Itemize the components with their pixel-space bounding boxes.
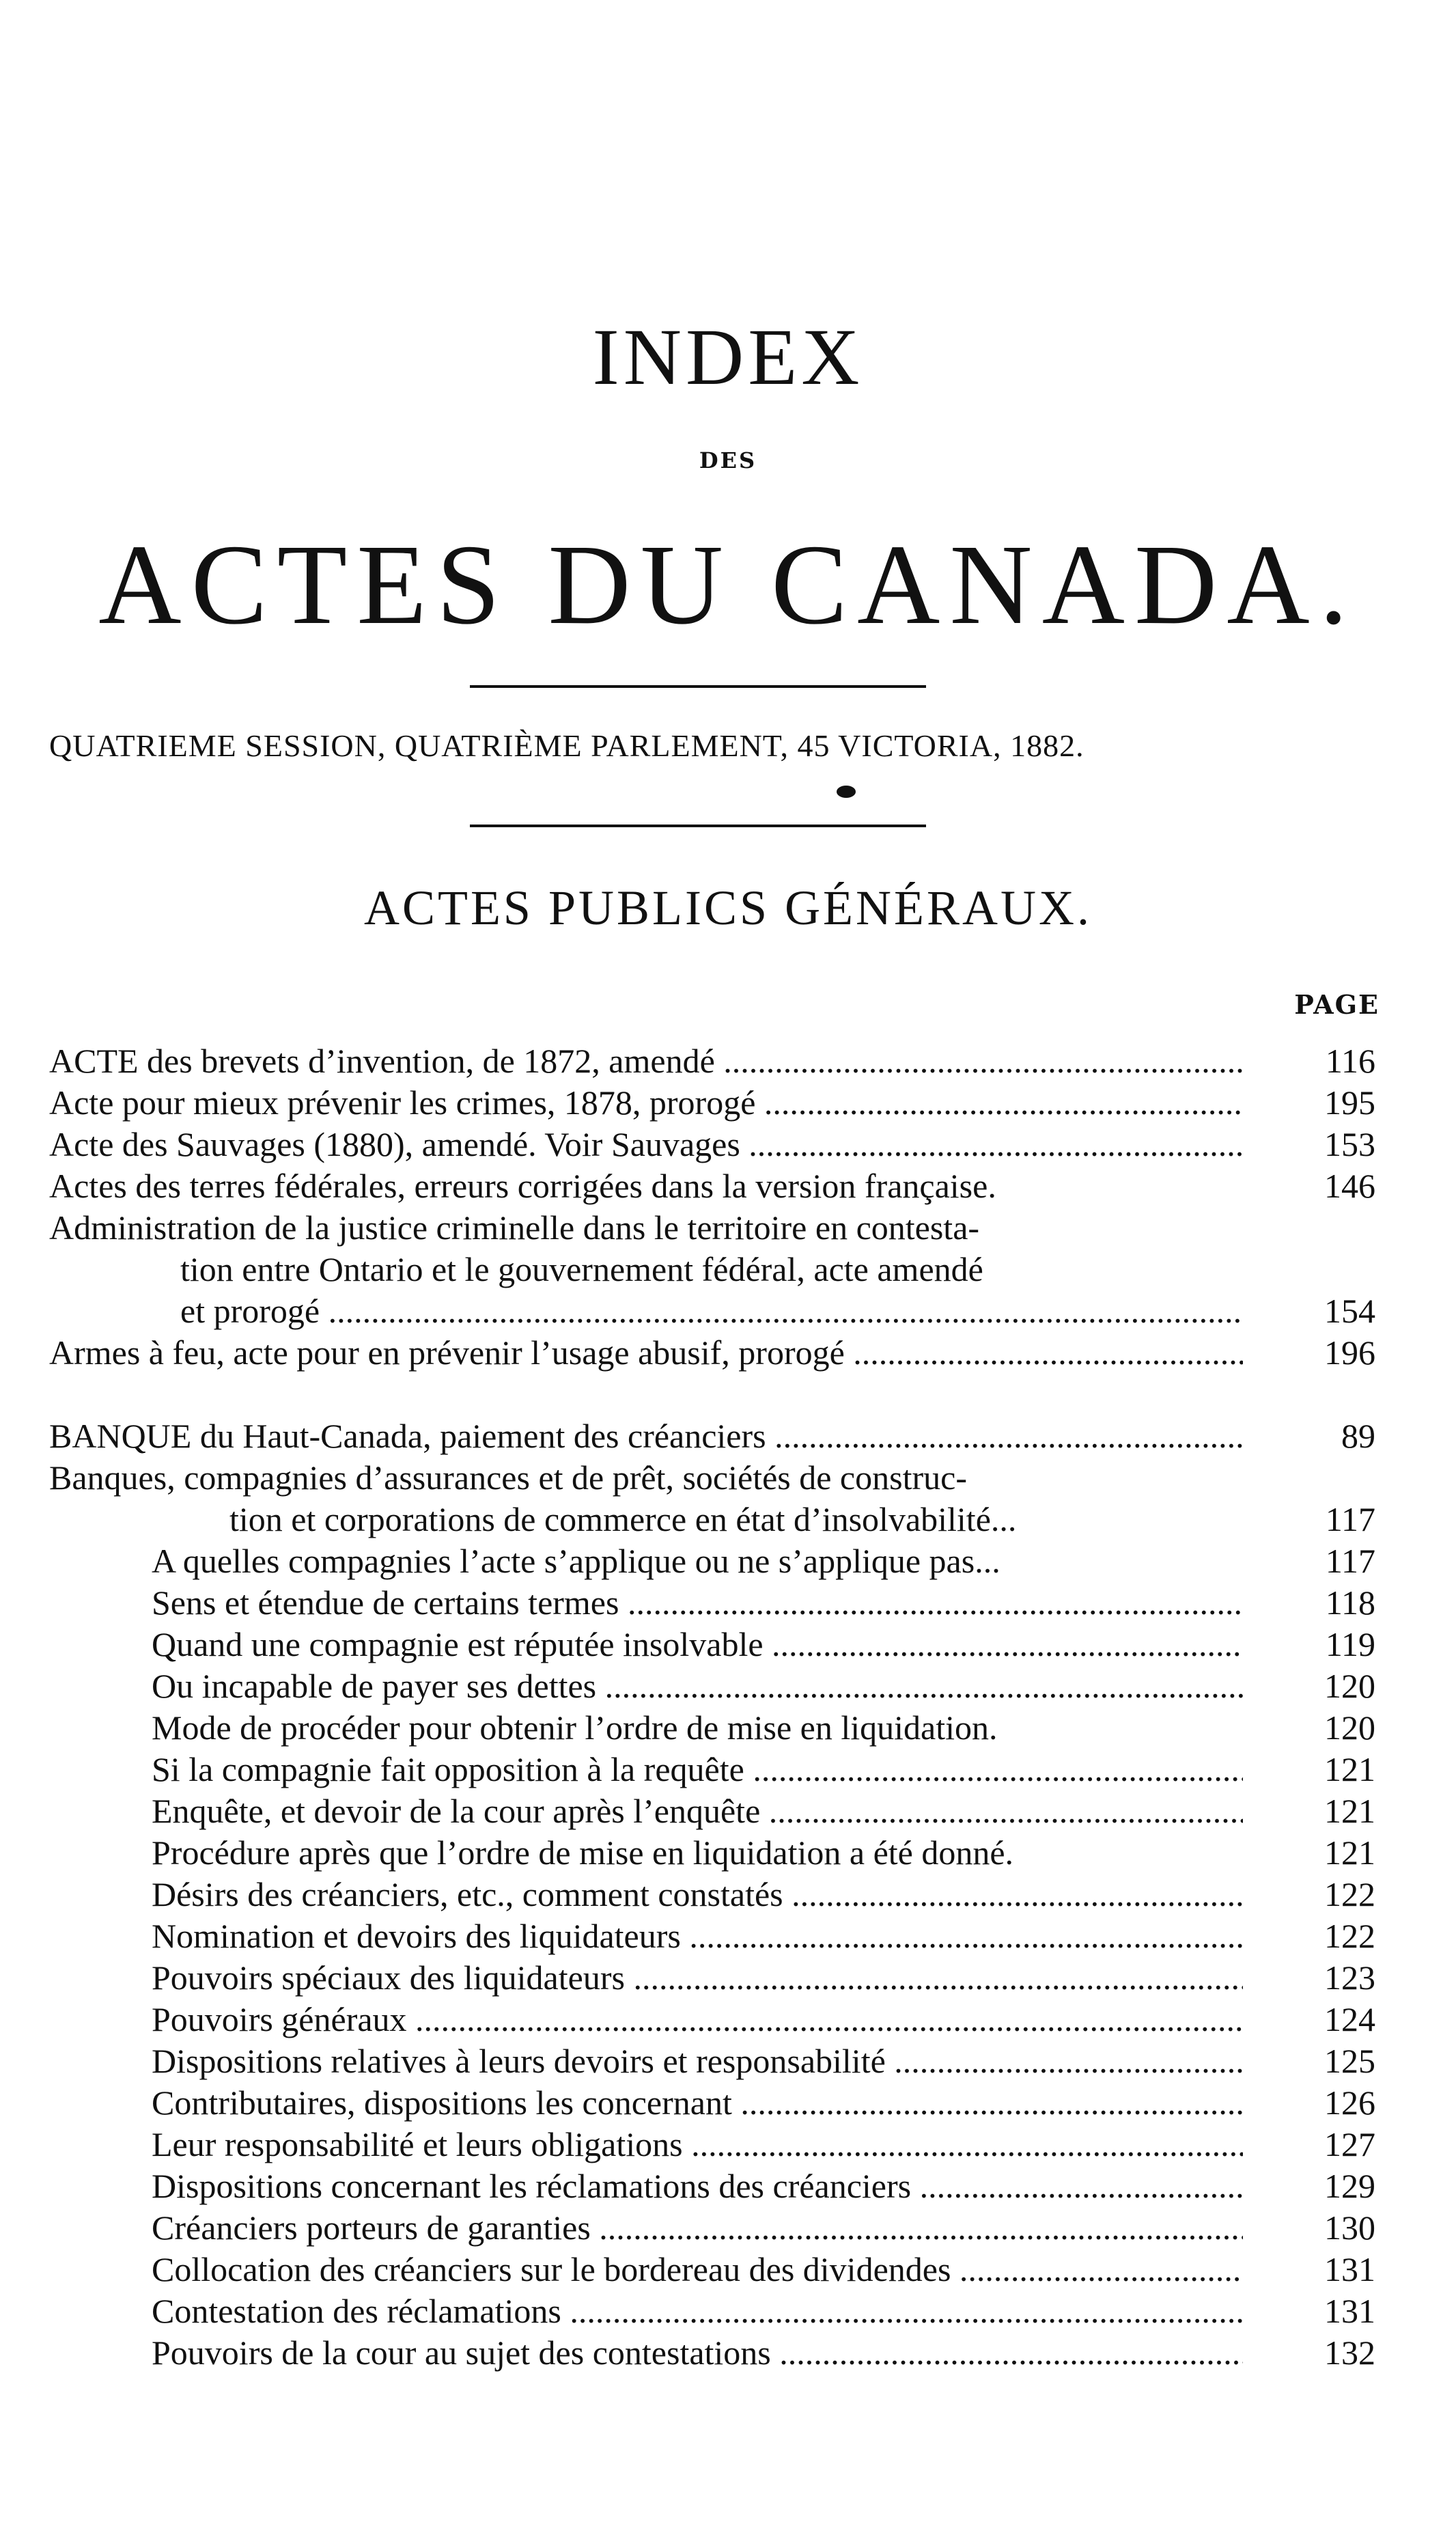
entry-page: 153	[1324, 1125, 1375, 1163]
entry-text: Acte des Sauvages (1880), amendé. Voir Sauvages .....	[49, 1122, 1243, 1166]
index-entry	[0, 1122, 1456, 1166]
entry-text: tion entre Ontario et le gouvernement fédéral, acte amendé	[180, 1250, 983, 1288]
section-heading: ACTES PUBLICS GÉNÉRAUX.	[363, 881, 1093, 935]
entry-page: 195	[1324, 1083, 1375, 1122]
page-column-header: PAGE	[1294, 989, 1380, 1020]
entry-text: tion et corporations de commerce en état d’insolvabilité...	[229, 1500, 1017, 1538]
entry-page: 116	[1325, 1042, 1375, 1080]
entry-page: 127	[1324, 2125, 1375, 2163]
entry-text: Banques, compagnies d’assurances et de prêt, sociétés de construc-	[49, 1458, 967, 1497]
entry-text: Acte pour mieux prévenir les crimes, 1878, prorogé .....	[49, 1081, 1243, 1124]
entry-text: A quelles compagnies l’acte s’applique ou ne s’applique pas...	[152, 1542, 1000, 1580]
entry-text: Procédure après que l’ordre de mise en liquidation a été donné.	[152, 1833, 1014, 1872]
index-entry	[0, 1081, 1456, 1124]
entry-page: 89	[1341, 1417, 1375, 1455]
entry-text: Contributaires, dispositions les concernant .....	[152, 2081, 1243, 2124]
index-entry	[0, 1039, 1456, 1083]
index-entry-continuation	[0, 1247, 1456, 1291]
index-subentry	[0, 1831, 1456, 1874]
index-entry	[0, 1164, 1456, 1208]
entry-text: Dispositions relatives à leurs devoirs et responsabilité .....	[152, 2039, 1243, 2083]
index-subentry	[0, 1539, 1456, 1583]
entry-page: 125	[1324, 2042, 1375, 2080]
index-subentry	[0, 2164, 1456, 2208]
entry-page: 130	[1324, 2208, 1375, 2247]
entry-text: Enquête, et devoir de la cour après l’enquête .....	[152, 1789, 1243, 1833]
index-subentry	[0, 2039, 1456, 2083]
entry-text: Pouvoirs généraux .....	[152, 1997, 1243, 2041]
index-subentry	[0, 1914, 1456, 1958]
entry-text: Administration de la justice criminelle dans le territoire en contesta-	[49, 1208, 980, 1247]
entry-page: 154	[1324, 1292, 1375, 1330]
entry-page: 146	[1324, 1167, 1375, 1205]
entry-page: 129	[1324, 2167, 1375, 2205]
index-subentry	[0, 1789, 1456, 1833]
index-subentry	[0, 1706, 1456, 1749]
entry-text: ACTE des brevets d’invention, de 1872, amendé .....	[49, 1039, 1243, 1083]
entry-page: 118	[1325, 1583, 1375, 1622]
index-entry	[0, 1331, 1456, 1374]
entry-page: 131	[1324, 2292, 1375, 2330]
entry-page: 121	[1324, 1750, 1375, 1788]
entry-text: et prorogé .....	[180, 1289, 1243, 1333]
index-subentry	[0, 2331, 1456, 2374]
entry-page: 124	[1324, 2000, 1375, 2038]
entry-text: Ou incapable de payer ses dettes .....	[152, 1664, 1243, 1708]
entry-page: 121	[1324, 1792, 1375, 1830]
index-subentry	[0, 1747, 1456, 1791]
session-line: QUATRIEME SESSION, QUATRIÈME PARLEMENT, 45 VICTORIA, 1882.	[49, 728, 1084, 763]
index-entry-continuation	[0, 1497, 1456, 1541]
entry-page: 132	[1324, 2333, 1375, 2372]
entry-page: 117	[1325, 1542, 1375, 1580]
entry-page: 117	[1325, 1500, 1375, 1538]
index-subentry	[0, 2206, 1456, 2249]
entry-page: 119	[1325, 1625, 1375, 1663]
index-entry	[0, 1456, 1456, 1499]
entry-text: Quand une compagnie est réputée insolvable .....	[152, 1622, 1243, 1666]
entry-text: Actes des terres fédérales, erreurs corrigées dans la version française.	[49, 1167, 996, 1205]
entry-page: 196	[1324, 1333, 1375, 1372]
entry-text: Contestation des réclamations .....	[152, 2289, 1243, 2333]
entry-text: Collocation des créanciers sur le bordereau des dividendes .....	[152, 2247, 1243, 2291]
index-subentry	[0, 1997, 1456, 2041]
entry-text: Créanciers porteurs de garanties .....	[152, 2206, 1243, 2249]
title-connector: DES	[699, 447, 757, 473]
document-title: ACTES DU CANADA.	[98, 521, 1358, 648]
page-title: INDEX	[592, 312, 864, 402]
index-subentry	[0, 2289, 1456, 2333]
entry-text: Armes à feu, acte pour en prévenir l’usage abusif, prorogé .....	[49, 1331, 1243, 1374]
entry-text: Si la compagnie fait opposition à la requête .....	[152, 1747, 1243, 1791]
entry-page: 123	[1324, 1958, 1375, 1997]
entry-page: 126	[1324, 2083, 1375, 2122]
entry-text: Pouvoirs spéciaux des liquidateurs .....	[152, 1956, 1243, 1999]
entry-text: Mode de procéder pour obtenir l’ordre de mise en liquidation.	[152, 1708, 998, 1747]
entry-page: 131	[1324, 2250, 1375, 2288]
index-subentry	[0, 1664, 1456, 1708]
index-subentry	[0, 1581, 1456, 1624]
index-subentry	[0, 2122, 1456, 2166]
index-subentry	[0, 2081, 1456, 2124]
entry-page: 121	[1324, 1833, 1375, 1872]
index-entry-continuation	[0, 1289, 1456, 1333]
entry-page: 122	[1324, 1917, 1375, 1955]
entry-text: Pouvoirs de la cour au sujet des contestations .....	[152, 2331, 1243, 2374]
index-entry	[0, 1414, 1456, 1458]
index-entry	[0, 1206, 1456, 1249]
entry-text: Leur responsabilité et leurs obligations .....	[152, 2122, 1243, 2166]
index-subentry	[0, 1622, 1456, 1666]
index-subentry	[0, 1872, 1456, 1916]
index-subentry	[0, 2247, 1456, 2291]
entry-text: Nomination et devoirs des liquidateurs .....	[152, 1914, 1243, 1958]
entry-text: BANQUE du Haut-Canada, paiement des créanciers .....	[49, 1414, 1243, 1458]
index-subentry	[0, 1956, 1456, 1999]
entry-text: Désirs des créanciers, etc., comment constatés .....	[152, 1872, 1243, 1916]
entry-text: Dispositions concernant les réclamations des créanciers .....	[152, 2164, 1243, 2208]
entry-page: 120	[1324, 1667, 1375, 1705]
entry-page: 120	[1324, 1708, 1375, 1747]
entry-page: 122	[1324, 1875, 1375, 1913]
entry-text: Sens et étendue de certains termes .....	[152, 1581, 1243, 1624]
